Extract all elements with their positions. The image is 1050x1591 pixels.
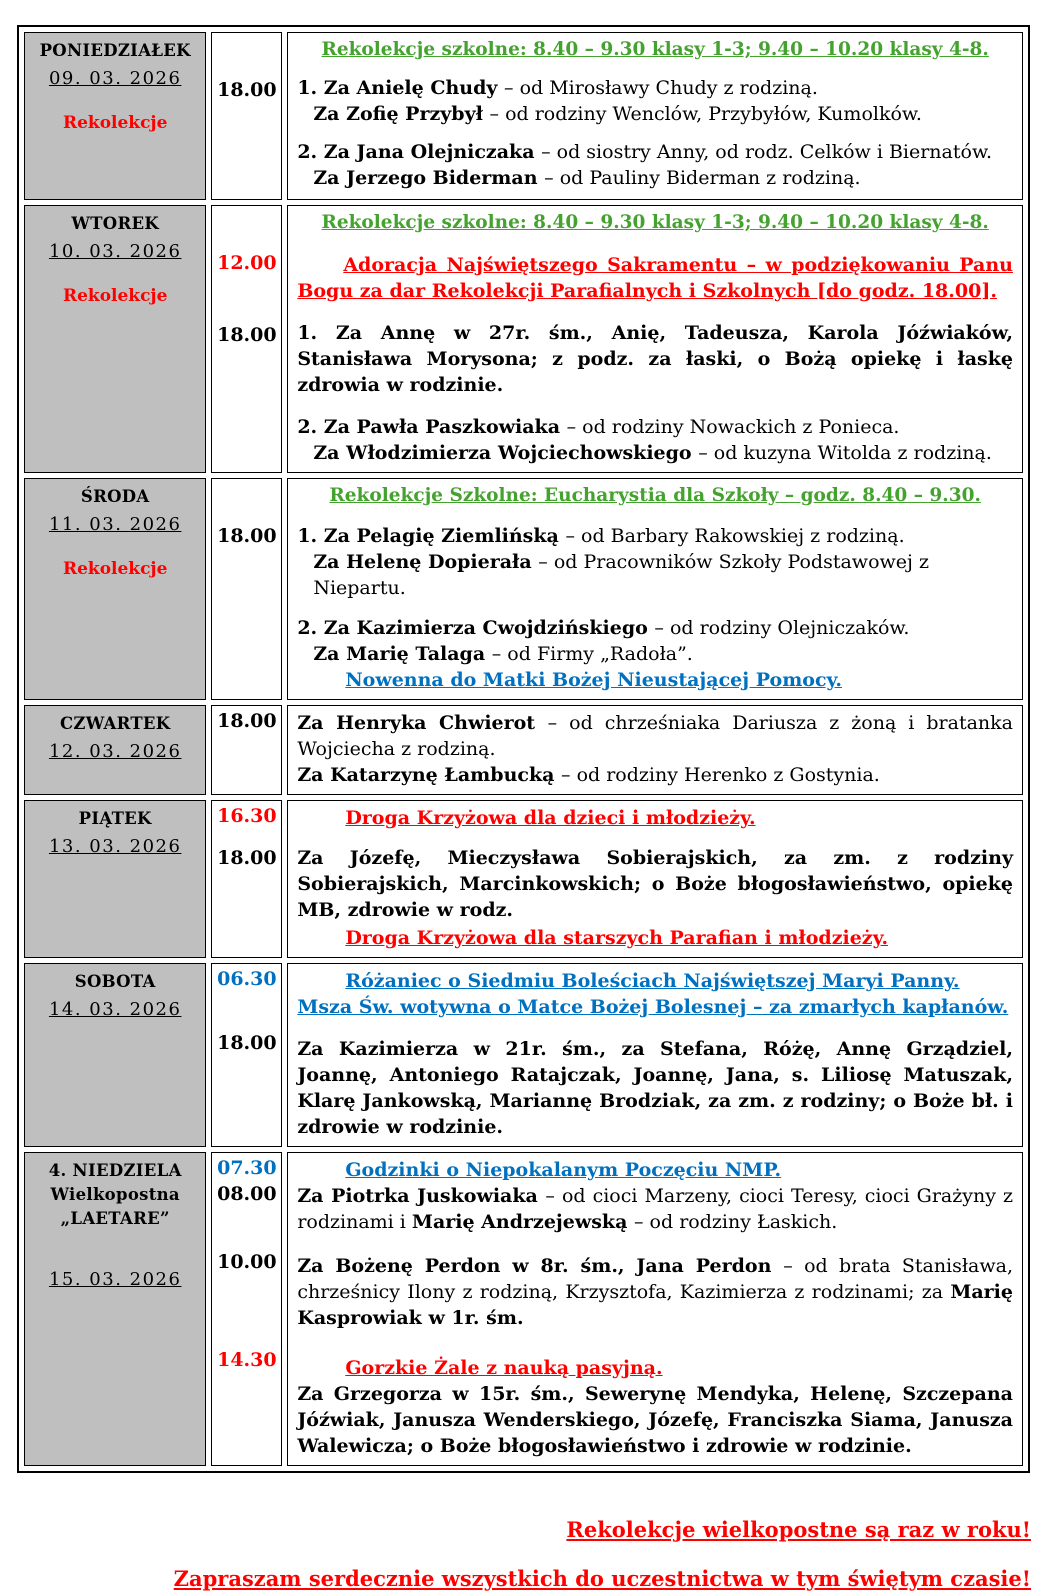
heading: Adoracja Najświętszego Sakramentu – w podziękowaniu Panu Bogu za dar Rekolekcji Parafialnych i Szkolnych [do godz. 18.00].: [297, 254, 1013, 302]
intentions-cell: [287, 963, 1023, 1147]
time-label: 06.30: [217, 968, 277, 990]
intention-detail: – od rodziny Łaskich.: [634, 1211, 838, 1233]
day-title: WTOREK: [71, 214, 159, 233]
time-label: 07.30: [217, 1157, 277, 1179]
table-row: [24, 205, 1023, 473]
intention-detail: – od rodziny Herenko z Gostynia.: [561, 764, 880, 786]
day-date: 13. 03. 2026: [48, 835, 182, 857]
intentions-cell: [287, 32, 1023, 200]
mass-intention: [297, 523, 1013, 549]
time-label: 08.00: [217, 1183, 277, 1205]
intention-detail: – od Pracowników Szkoły Podstawowej z Niepartu.: [313, 551, 929, 599]
day-cell: [24, 32, 206, 200]
time-cell: [211, 478, 282, 700]
intention-name: Za Włodzimierza Wojciechowskiego: [313, 442, 699, 464]
heading: Droga Krzyżowa dla dzieci i młodzieży.: [345, 807, 756, 829]
mass-schedule-table: [17, 25, 1030, 1473]
intention-name: Za Katarzynę Łambucką: [297, 764, 562, 786]
mass-intention: [297, 139, 1013, 165]
footer-note-2: Zapraszam serdecznie wszystkich do uczestnictwa w tym świętym czasie!: [173, 1566, 1031, 1591]
day-cell: [24, 1152, 206, 1466]
heading: Różaniec o Siedmiu Boleściach Najświętszej Maryi Panny.: [345, 970, 960, 992]
time-label: 12.00: [217, 252, 277, 274]
day-title: SOBOTA: [74, 972, 156, 991]
mass-intention: [297, 615, 1013, 641]
schedule-body: [24, 32, 1023, 1466]
intention-name: Za Piotrka Juskowiaka: [297, 1185, 546, 1207]
day-note: Rekolekcje: [62, 112, 168, 133]
mass-intention: [297, 75, 1013, 101]
intention-name: Za Marię Talaga: [313, 643, 492, 665]
heading: Gorzkie Żale z nauką pasyjną.: [345, 1357, 663, 1379]
time-label: 16.30: [217, 805, 277, 827]
intention-detail: – od Firmy „Radoła”.: [491, 643, 693, 665]
day-title: CZWARTEK: [59, 714, 171, 733]
day-title: 4. NIEDZIELA: [48, 1161, 182, 1180]
day-cell: [24, 705, 206, 795]
day-note: Rekolekcje: [62, 285, 168, 306]
intention-detail: – od Barbary Rakowskiej z rodziną.: [565, 525, 905, 547]
intention-detail: – od brata Stanisława, chrześnicy Ilony z rodziną, Krzysztofa, Kazimierza z rodzinami; za: [297, 1255, 1013, 1303]
intention-name: Marię Andrzejewską: [411, 1211, 635, 1233]
heading: Godzinki o Niepokalanym Poczęciu NMP.: [345, 1159, 782, 1181]
mass-intention: [297, 101, 1013, 127]
mass-intention: [297, 1253, 1013, 1331]
intention-name: Za Henryka Chwierot: [297, 712, 548, 734]
time-cell: [211, 32, 282, 200]
time-label: 18.00: [217, 847, 277, 869]
mass-intention: [297, 710, 1013, 762]
intention-name: 1. Za Anielę Chudy: [297, 77, 505, 99]
table-row: [24, 478, 1023, 700]
time-label: 18.00: [217, 79, 277, 101]
day-title: Wielkopostna: [50, 1184, 180, 1204]
time-cell: [211, 205, 282, 473]
intentions-cell: [287, 705, 1023, 795]
intention-name: 2. Za Jana Olejniczaka: [297, 141, 542, 163]
heading: Droga Krzyżowa dla starszych Parafian i młodzieży.: [345, 927, 889, 949]
mass-intention: [297, 414, 1013, 440]
day-title: PONIEDZIAŁEK: [39, 41, 191, 60]
intention-name: Za Jerzego Biderman: [313, 167, 545, 189]
time-label: 18.00: [217, 525, 277, 547]
day-date: 15. 03. 2026: [48, 1268, 182, 1290]
table-row: [24, 705, 1023, 795]
intention-detail: – od rodziny Nowackich z Ponieca.: [566, 416, 900, 438]
day-title: ŚRODA: [80, 487, 150, 506]
intention-name: 2. Za Pawła Paszkowiaka: [297, 416, 567, 438]
mass-intention: [297, 165, 1013, 191]
mass-intention: [297, 641, 1013, 667]
intention-detail: – od siostry Anny, od rodz. Celków i Biernatów.: [541, 141, 992, 163]
day-date: 12. 03. 2026: [48, 740, 182, 762]
mass-intention: Za Grzegorza w 15r. śm., Sewerynę Mendyka, Helenę, Szczepana Jóźwiak, Janusza Wenderskiego, Józefę, Franciszka Siama, Janusza Walewicza; o Boże błogosławieństwo i zdrowie w rodzinie.: [297, 1383, 1013, 1457]
day-cell: [24, 478, 206, 700]
day-cell: [24, 205, 206, 473]
day-title: „LAETARE”: [60, 1208, 170, 1228]
intention-name: Za Helenę Dopierała: [313, 551, 539, 573]
intention-name: Za Zofię Przybył: [313, 103, 490, 125]
table-row: [24, 1152, 1023, 1466]
mass-intention: Za Kazimierza w 21r. śm., za Stefana, Różę, Annę Grządziel, Joannę, Antoniego Ratajczak, Joannę, Jana, s. Liliosę Matuszak, Klarę Jankowską, Mariannę Brodziak, za zm. z rodziny; o Boże bł. i zdrowie w rodzinie.: [297, 1038, 1013, 1138]
time-cell: [211, 800, 282, 958]
time-label: 10.00: [217, 1251, 277, 1273]
mass-intention: [297, 762, 1013, 788]
day-note: Rekolekcje: [62, 558, 168, 579]
table-row: [24, 32, 1023, 200]
intentions-cell: [287, 1152, 1023, 1466]
time-cell: [211, 705, 282, 795]
heading: Nowenna do Matki Bożej Nieustającej Pomocy.: [345, 669, 843, 691]
time-cell: [211, 963, 282, 1147]
heading: Msza Św. wotywna o Matce Bożej Bolesnej – za zmarłych kapłanów.: [297, 996, 1009, 1018]
day-date: 10. 03. 2026: [48, 240, 182, 262]
intentions-cell: [287, 478, 1023, 700]
intention-name: Marię Kasprowiak w 1r. śm.: [297, 1281, 1013, 1329]
day-date: 11. 03. 2026: [48, 513, 182, 535]
heading: Rekolekcje szkolne: 8.40 – 9.30 klasy 1-3; 9.40 – 10.20 klasy 4-8.: [321, 39, 989, 60]
intention-detail: – od rodziny Wenclów, Przybyłów, Kumolków.: [489, 103, 922, 125]
time-label: 14.30: [217, 1349, 277, 1371]
intention-detail: – od rodziny Olejniczaków.: [654, 617, 910, 639]
heading: Rekolekcje szkolne: 8.40 – 9.30 klasy 1-3; 9.40 – 10.20 klasy 4-8.: [321, 212, 989, 233]
intentions-cell: [287, 205, 1023, 473]
table-row: [24, 963, 1023, 1147]
footer: [17, 1517, 1031, 1591]
mass-intention: 1. Za Annę w 27r. śm., Anię, Tadeusza, Karola Jóźwiaków, Stanisława Morysona; z podz. za łaski, o Bożą opiekę i łaskę zdrowia w rodzinie.: [297, 322, 1013, 396]
time-label: 18.00: [217, 324, 277, 346]
mass-intention: [297, 440, 1013, 466]
heading: Rekolekcje Szkolne: Eucharystia dla Szkoły – godz. 8.40 – 9.30.: [329, 485, 981, 506]
time-cell: [211, 1152, 282, 1466]
table-row: [24, 800, 1023, 958]
intention-detail: – od cioci Marzeny, cioci Teresy, cioci Grażyny z rodzinami i: [297, 1185, 1013, 1233]
intention-detail: – od chrześniaka Dariusza z żoną i bratanka Wojciecha z rodziną.: [297, 712, 1013, 760]
intention-detail: – od Mirosławy Chudy z rodziną.: [504, 77, 818, 99]
day-title: PIĄTEK: [78, 809, 152, 828]
intention-name: Za Bożenę Perdon w 8r. śm., Jana Perdon: [297, 1255, 784, 1277]
intention-name: 1. Za Pelagię Ziemlińską: [297, 525, 566, 547]
day-date: 14. 03. 2026: [48, 998, 182, 1020]
intention-detail: – od kuzyna Witolda z rodziną.: [698, 442, 992, 464]
mass-intention: [297, 549, 1013, 601]
day-cell: [24, 800, 206, 958]
day-date: 09. 03. 2026: [48, 67, 182, 89]
time-label: 18.00: [217, 1032, 277, 1054]
intention-name: 2. Za Kazimierza Cwojdzińskiego: [297, 617, 655, 639]
mass-intention: Za Józefę, Mieczysława Sobierajskich, za zm. z rodziny Sobierajskich, Marcinkowskich; o Boże błogosławieństwo, opiekę MB, zdrowie w rodz.: [297, 847, 1013, 921]
intention-detail: – od Pauliny Biderman z rodziną.: [544, 167, 861, 189]
time-label: 18.00: [217, 710, 277, 732]
mass-intention: [297, 1183, 1013, 1235]
footer-note-1: Rekolekcje wielkopostne są raz w roku!: [566, 1517, 1031, 1542]
day-cell: [24, 963, 206, 1147]
intentions-cell: [287, 800, 1023, 958]
